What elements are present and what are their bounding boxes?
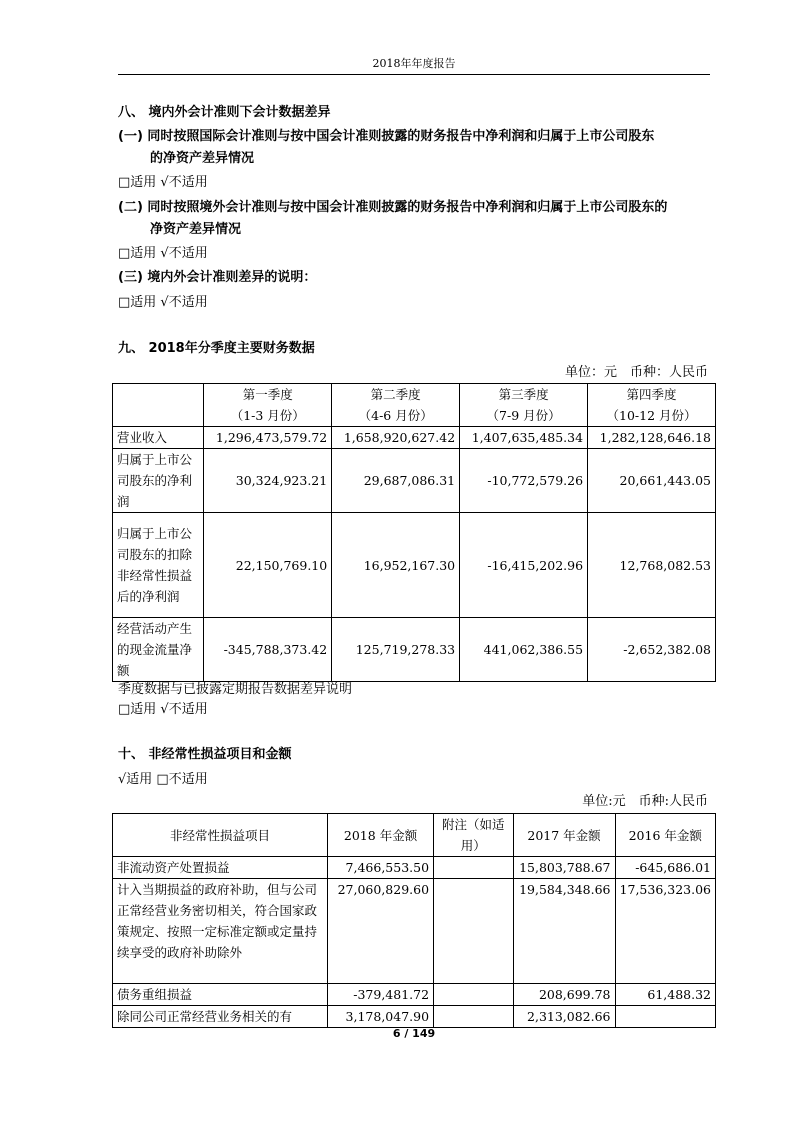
header-2017: 2017 年金额 <box>513 814 615 857</box>
section-8-3-title: (三) 境内外会计准则差异的说明： <box>118 270 317 285</box>
table-row <box>113 513 716 618</box>
cell-note <box>434 984 514 1006</box>
cell-value: 30,324,923.21 <box>204 449 332 513</box>
cell-value: 1,658,920,627.42 <box>332 427 460 449</box>
section-8-1-title-line1: (一) 同时按照国际会计准则与按中国会计准则披露的财务报告中净利润和归属于上市公司股东 <box>118 129 655 144</box>
section-8-2-applicability: □适用 √不适用 <box>118 246 208 261</box>
non-recurring-items-table <box>112 813 716 1028</box>
section-8-1-title-line2: 的净资产差异情况 <box>150 151 255 166</box>
item-label: 非流动资产处置损益 <box>113 857 328 879</box>
row-label: 营业收入 <box>113 427 204 449</box>
section-8-2-title-line2: 净资产差异情况 <box>150 222 242 237</box>
table-header-row <box>113 384 716 427</box>
row-label: 归属于上市公司股东的净利润 <box>113 449 204 513</box>
cell-value: 1,282,128,646.18 <box>588 427 716 449</box>
section-9-title: 九、 2018年分季度主要财务数据 <box>118 341 315 356</box>
cell-2018: 27,060,829.60 <box>328 879 434 984</box>
header-2016: 2016 年金额 <box>615 814 715 857</box>
cell-2018: 3,178,047.90 <box>328 1006 434 1028</box>
item-label: 计入当期损益的政府补助，但与公司正常经营业务密切相关，符合国家政策规定、按照一定标准定额或定量持续享受的政府补助除外 <box>113 879 328 984</box>
section-8-1-applicability: □适用 √不适用 <box>118 175 208 190</box>
table-row <box>113 618 716 682</box>
cell-2017: 208,699.78 <box>513 984 615 1006</box>
table-row <box>113 984 716 1006</box>
section-8-title: 八、 境内外会计准则下会计数据差异 <box>118 105 331 120</box>
cell-2017: 2,313,082.66 <box>513 1006 615 1028</box>
header-item: 非经常性损益项目 <box>113 814 328 857</box>
header-q2: 第二季度 （4-6 月份） <box>332 384 460 427</box>
cell-2017: 19,584,348.66 <box>513 879 615 984</box>
cell-value: 1,296,473,579.72 <box>204 427 332 449</box>
cell-value: 125,719,278.33 <box>332 618 460 682</box>
cell-2017: 15,803,788.67 <box>513 857 615 879</box>
cell-value: -16,415,202.96 <box>460 513 588 618</box>
cell-value: -2,652,382.08 <box>588 618 716 682</box>
cell-value: 16,952,167.30 <box>332 513 460 618</box>
header-2018: 2018 年金额 <box>328 814 434 857</box>
table-row <box>113 857 716 879</box>
section-10-unit: 单位:元 币种:人民币 <box>582 794 708 809</box>
cell-value: 29,687,086.31 <box>332 449 460 513</box>
cell-value: 20,661,443.05 <box>588 449 716 513</box>
cell-value: 22,150,769.10 <box>204 513 332 618</box>
table-row <box>113 427 716 449</box>
cell-note <box>434 1006 514 1028</box>
quarterly-data-table <box>112 383 716 682</box>
cell-value: 1,407,635,485.34 <box>460 427 588 449</box>
quarterly-note: 季度数据与已披露定期报告数据差异说明 <box>118 682 353 697</box>
page-header: 2018年年度报告 <box>372 57 456 70</box>
section-8-2-title-line1: (二) 同时按照境外会计准则与按中国会计准则披露的财务报告中净利润和归属于上市公司股东的 <box>118 200 668 215</box>
header-q3: 第三季度 （7-9 月份） <box>460 384 588 427</box>
section-10-applicability: √适用 □不适用 <box>118 772 208 787</box>
header-note: 附注（如适用） <box>434 814 514 857</box>
section-9-unit: 单位：元 币种：人民币 <box>564 365 708 380</box>
cell-value: 12,768,082.53 <box>588 513 716 618</box>
table-row <box>113 1006 716 1028</box>
cell-note <box>434 857 514 879</box>
table-row <box>113 879 716 984</box>
section-8-3-applicability: □适用 √不适用 <box>118 295 208 310</box>
page-number: 6 / 149 <box>392 1027 436 1040</box>
cell-2016 <box>615 1006 715 1028</box>
item-label: 除同公司正常经营业务相关的有 <box>113 1006 328 1028</box>
quarterly-note-applicability: □适用 √不适用 <box>118 702 208 717</box>
cell-value: -10,772,579.26 <box>460 449 588 513</box>
table-row <box>113 449 716 513</box>
cell-2016: -645,686.01 <box>615 857 715 879</box>
cell-2016: 61,488.32 <box>615 984 715 1006</box>
cell-value: -345,788,373.42 <box>204 618 332 682</box>
header-q1: 第一季度 （1-3 月份） <box>204 384 332 427</box>
header-blank-cell <box>113 384 204 427</box>
item-label: 债务重组损益 <box>113 984 328 1006</box>
cell-value: 441,062,386.55 <box>460 618 588 682</box>
cell-2018: -379,481.72 <box>328 984 434 1006</box>
row-label: 归属于上市公司股东的扣除非经常性损益后的净利润 <box>113 513 204 618</box>
cell-2016: 17,536,323.06 <box>615 879 715 984</box>
row-label: 经营活动产生的现金流量净额 <box>113 618 204 682</box>
cell-note <box>434 879 514 984</box>
table-header-row <box>113 814 716 857</box>
header-q4: 第四季度 （10-12 月份） <box>588 384 716 427</box>
cell-2018: 7,466,553.50 <box>328 857 434 879</box>
header-divider <box>118 74 710 75</box>
section-10-title: 十、 非经常性损益项目和金额 <box>118 747 292 762</box>
